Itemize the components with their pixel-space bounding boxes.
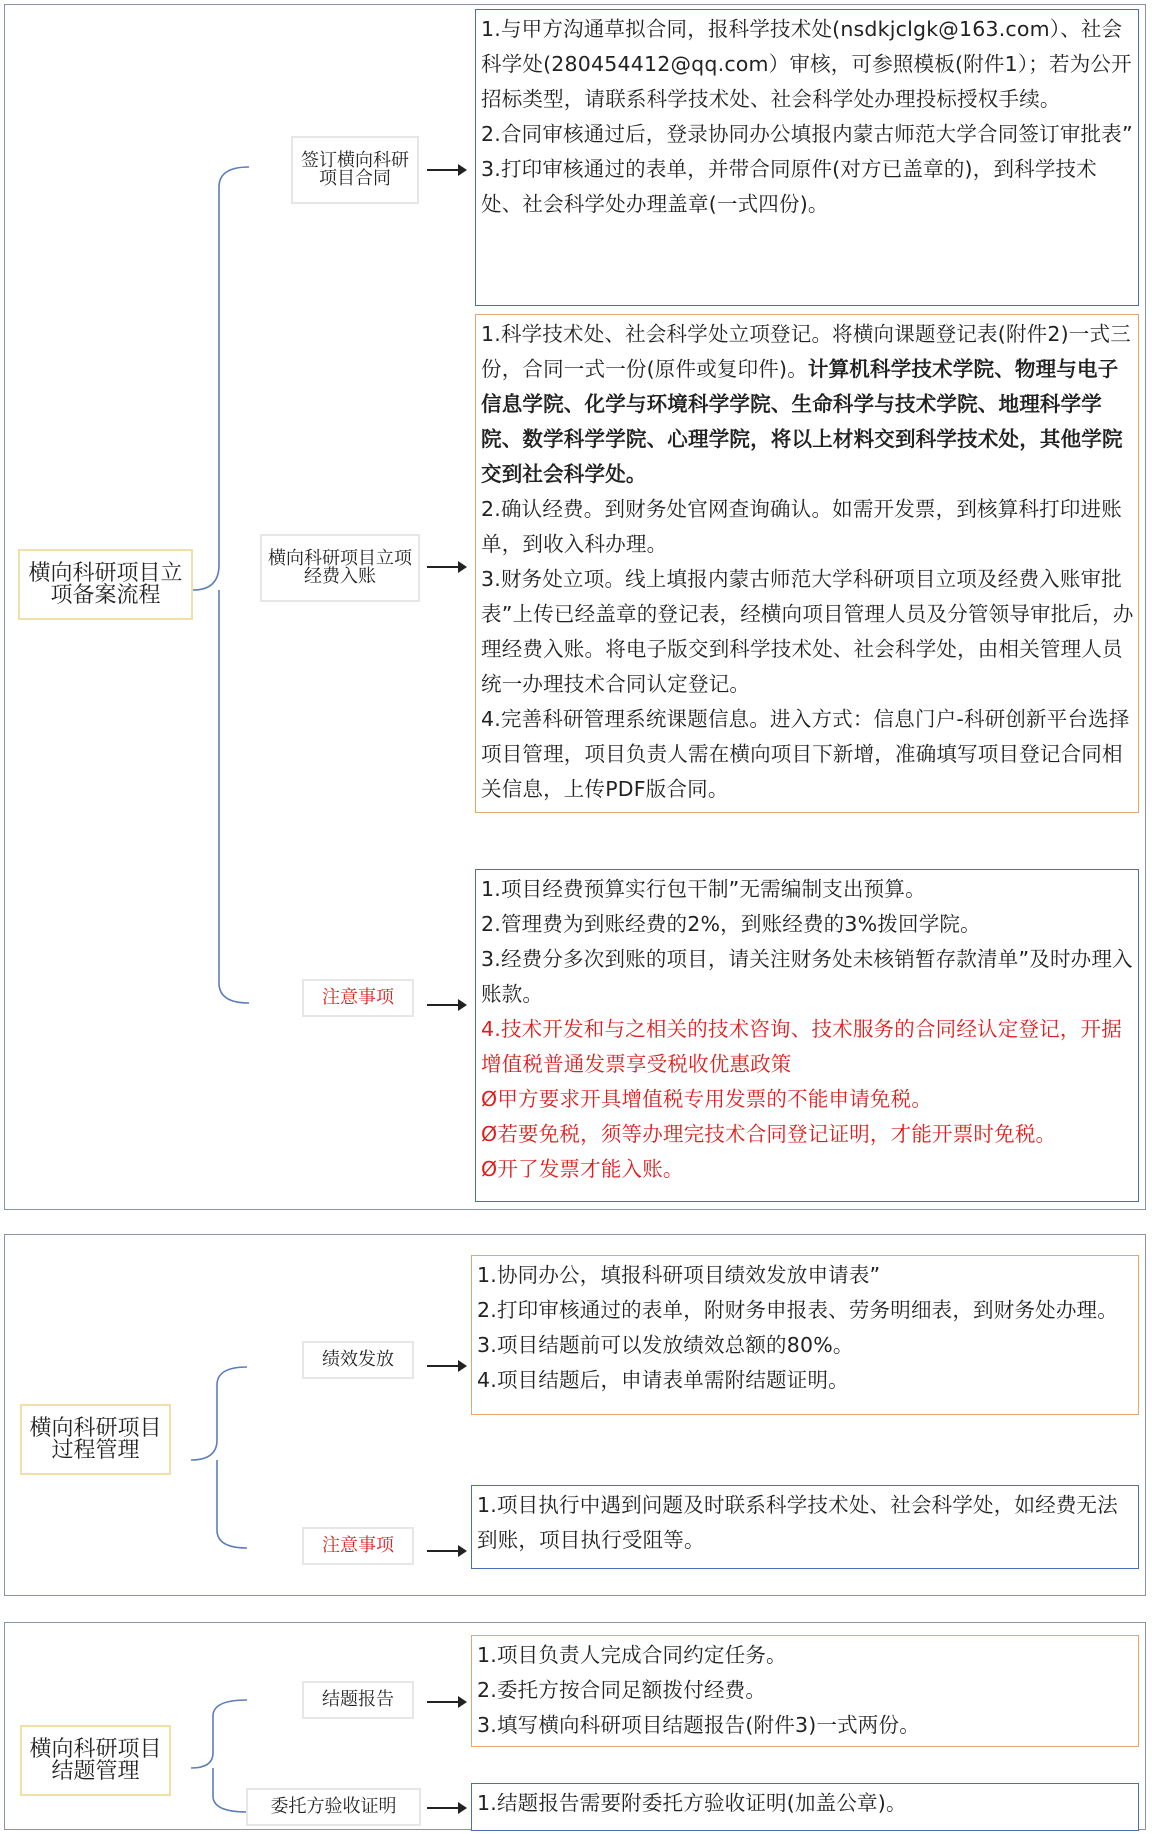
content-text: Ø若要免税，须等办理完技术合同登记证明，才能开票时免税。 [481, 1122, 1057, 1146]
content-line [481, 1012, 1134, 1082]
arrow-connector [427, 1550, 465, 1552]
root-node: 横向科研项目立项备案流程 [18, 549, 193, 620]
content-line [481, 117, 1134, 152]
branch-node-process-notes: 注意事项 [302, 1527, 414, 1565]
branch-node-notes: 注意事项 [302, 979, 414, 1017]
arrow-connector [427, 169, 465, 171]
content-line [477, 1258, 1134, 1293]
content-line [481, 1117, 1134, 1152]
content-text: 3.经费分多次到账的项目，请关注财务处未核销暂存款清单”及时办理入账款。 [481, 947, 1133, 1006]
root-node: 横向科研项目结题管理 [20, 1725, 171, 1796]
content-line [477, 1673, 1134, 1708]
content-text: 2.管理费为到账经费的2%，到账经费的3%拨回学院。 [481, 912, 981, 936]
branch-node-funding-entry: 横向科研项目立项经费入账 [260, 534, 420, 602]
content-text: 1.项目经费预算实行包干制”无需编制支出预算。 [481, 877, 926, 901]
content-text: 1.协同办公，填报科研项目绩效发放申请表” [477, 1263, 881, 1287]
content-text: 4.完善科研管理系统课题信息。进入方式：信息门户-科研创新平台选择项目管理，项目负责人需在横向项目下新增，准确填写项目登记合同相关信息，上传PDF版合同。 [481, 707, 1130, 801]
arrow-connector [427, 566, 465, 568]
content-box-performance-pay [471, 1255, 1139, 1415]
brace-connector [193, 165, 253, 1015]
section-project-approval [4, 4, 1146, 1210]
content-line [481, 12, 1134, 117]
content-box-notes [475, 869, 1139, 1202]
content-text: 1.结题报告需要附委托方验收证明(加盖公章)。 [477, 1791, 907, 1815]
content-line [477, 1328, 1134, 1363]
branch-node-closing-report: 结题报告 [302, 1681, 414, 1719]
content-line [481, 562, 1134, 702]
content-line [481, 317, 1134, 492]
content-text: 3.打印审核通过的表单，并带合同原件(对方已盖章的)，到科学技术处、社会科学处办理盖章(一式四份)。 [481, 157, 1097, 216]
branch-node-performance-pay: 绩效发放 [302, 1341, 414, 1379]
content-line [477, 1786, 1134, 1821]
content-box-closing-report [471, 1635, 1139, 1747]
branch-node-acceptance-certificate: 委托方验收证明 [246, 1788, 421, 1826]
content-line [481, 872, 1134, 907]
content-box-funding-entry [475, 314, 1139, 813]
content-line [477, 1293, 1134, 1328]
content-text: Ø甲方要求开具增值税专用发票的不能申请免税。 [481, 1087, 933, 1111]
content-text: 2.确认经费。到财务处官网查询确认。如需开发票，到核算科打印进账单，到收入科办理。 [481, 497, 1122, 556]
content-text: Ø开了发票才能入账。 [481, 1157, 684, 1181]
arrow-connector [427, 1365, 465, 1367]
brace-connector [191, 1698, 251, 1828]
content-text: 1.与甲方沟通草拟合同，报科学技术处(nsdkjclgk@163.com）、社会科学处(280454412@qq.com）审核，可参照模板(附件1）；若为公开招标类型，请联系科学技术处、社会科学处办理投标授权手续。 [481, 17, 1132, 111]
content-box-process-notes [471, 1485, 1139, 1569]
content-line [481, 942, 1134, 1012]
content-text: 3.填写横向科研项目结题报告(附件3)一式两份。 [477, 1713, 920, 1737]
content-box-sign-contract [475, 9, 1139, 306]
content-line [477, 1363, 1134, 1398]
content-line [481, 1152, 1134, 1187]
content-text: 计算机科学技术学院、物理与电子信息学院、化学与环境科学学院、生命科学与技术学院、地理科学学院、数学科学学院、心理学院，将以上材料交到科学技术处，其他学院交到社会科学处。 [481, 357, 1123, 486]
content-box-acceptance-certificate [471, 1783, 1139, 1831]
content-line [481, 492, 1134, 562]
content-line [481, 907, 1134, 942]
content-text: 2.委托方按合同足额拨付经费。 [477, 1678, 767, 1702]
content-text: 1.项目执行中遇到问题及时联系科学技术处、社会科学处，如经费无法到账，项目执行受阻等。 [477, 1493, 1118, 1552]
arrow-connector [427, 1701, 465, 1703]
arrow-connector [427, 1004, 465, 1006]
section-process-management [4, 1234, 1146, 1596]
content-text: 4.技术开发和与之相关的技术咨询、技术服务的合同经认定登记，开据增值税普通发票享受税收优惠政策 [481, 1017, 1122, 1076]
section-closing-management [4, 1622, 1146, 1830]
content-text: 3.项目结题前可以发放绩效总额的80%。 [477, 1333, 854, 1357]
content-line [481, 152, 1134, 222]
content-text: 1.项目负责人完成合同约定任务。 [477, 1643, 787, 1667]
content-text: 1.科学技术处、社会科学处立项登记。将横向课题登记表(附件2)一式三份，合同一式一份(原件或复印件)。 [481, 322, 1131, 381]
content-line [477, 1708, 1134, 1743]
branch-node-sign-contract: 签订横向科研项目合同 [291, 136, 419, 204]
content-line [477, 1488, 1134, 1558]
content-text: 3.财务处立项。线上填报内蒙古师范大学科研项目立项及经费入账审批表”上传已经盖章的登记表，经横向项目管理人员及分管领导审批后，办理经费入账。将电子版交到科学技术处、社会科学处，由相关管理人员统一办理技术合同认定登记。 [481, 567, 1134, 696]
content-line [477, 1638, 1134, 1673]
arrow-connector [427, 1807, 465, 1809]
content-line [481, 702, 1134, 807]
root-node: 横向科研项目过程管理 [20, 1404, 171, 1475]
content-text: 2.合同审核通过后，登录协同办公填报内蒙古师范大学合同签订审批表” [481, 122, 1133, 146]
content-line [481, 1082, 1134, 1117]
content-text: 2.打印审核通过的表单，附财务申报表、劳务明细表，到财务处办理。 [477, 1298, 1118, 1322]
content-text: 4.项目结题后，申请表单需附结题证明。 [477, 1368, 849, 1392]
brace-connector [191, 1365, 251, 1555]
